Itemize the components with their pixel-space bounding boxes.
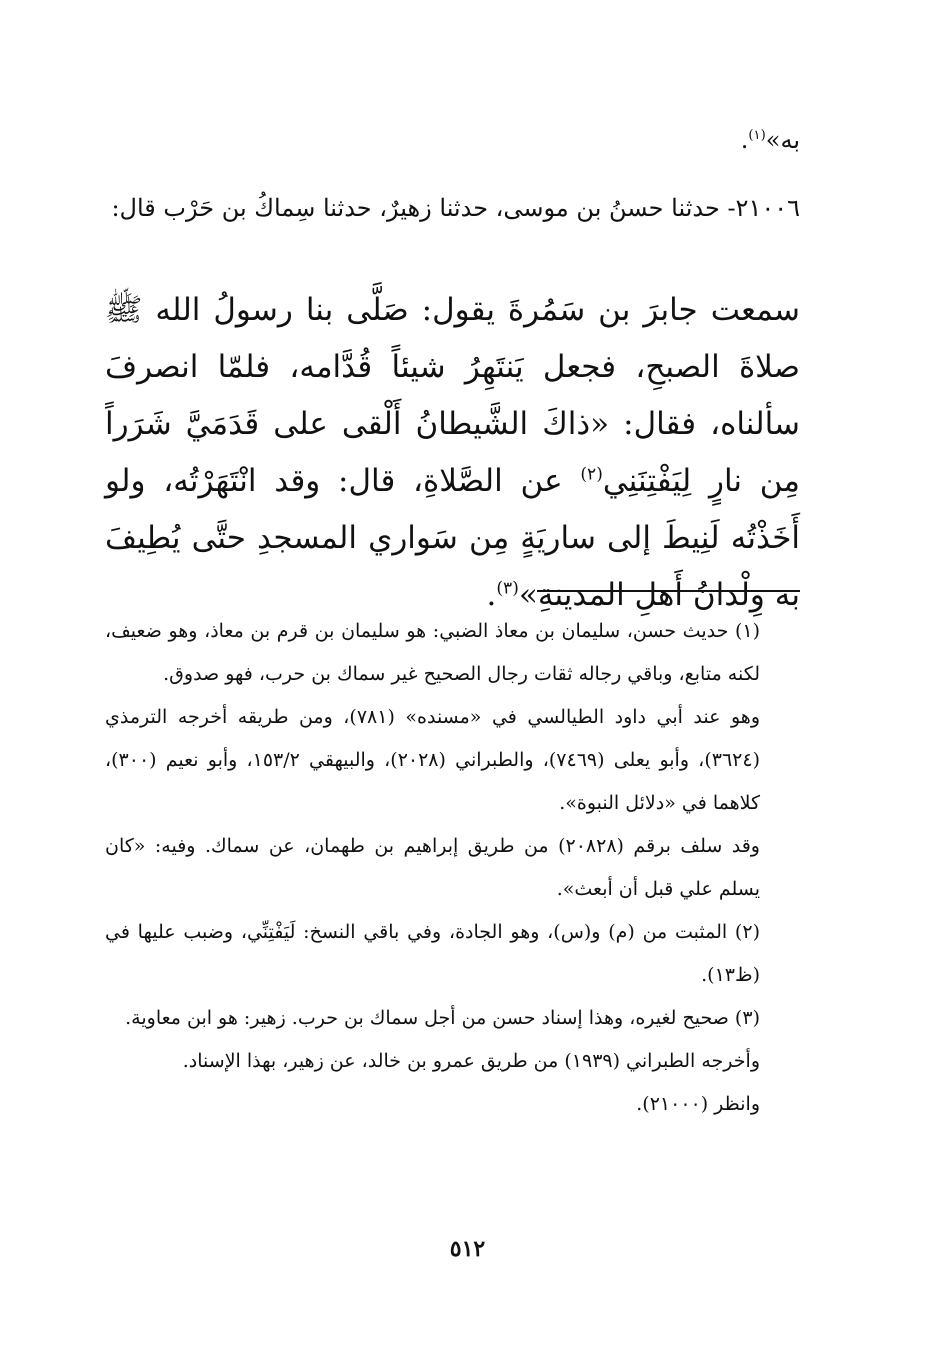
footnote-1: (١) حديث حسن، سليمان بن معاذ الضبي: هو سليمان بن قرم بن معاذ، وهو ضعيف، لكنه متابع، وباقي رجاله ثقات رجال الصحيح غير سماك بن حرب، فهو صدوق. (105, 620, 760, 685)
footnote-3: (٣) صحيح لغيره، وهذا إسناد حسن من أجل سماك بن حرب. زهير: هو ابن معاوية. (125, 1007, 760, 1029)
footnote-ref-1: (١) (748, 128, 766, 143)
footnote-3-sources: وأخرجه الطبراني (١٩٣٩) من طريق عمرو بن خالد، عن زهير، بهذا الإسناد. (182, 1050, 760, 1072)
footnote-divider (537, 590, 800, 592)
footnote-ref-2: (٢) (580, 464, 603, 485)
hadith-matn-part1: سمعت جابرَ بن سَمُرةَ يقول: صَلَّى بنا رسولُ الله ﷺ صلاةَ الصبحِ، فجعل يَنتَهِرُ شيئاً قُدَّامه، فلمّا انصرفَ سألناه، فقال: «ذاكَ الشَّيطانُ أَلْقى على قَدَمَيَّ شَرَراً مِن نارٍ لِيَفْتِنَنِي (105, 292, 801, 499)
page-number: ٥١٢ (449, 1236, 486, 1262)
hadith-matn (105, 282, 800, 624)
hadith-matn-end: . (486, 577, 497, 613)
footnote-ref-3: (٣) (496, 578, 519, 599)
footnote-2: (٢) المثبت من (م) و(س)، وهو الجادة، وفي باقي النسخ: لَيَفْتِنِّي، وضبب عليها في (ظ١٣). (105, 921, 760, 986)
continuation-text: به» (765, 126, 800, 154)
continuation-line (105, 118, 800, 162)
hadith-isnad: ٢١٠٠٦- حدثنا حسنُ بن موسى، حدثنا زهيرٌ، حدثنا سِماكُ بن حَرْب قال: (111, 194, 800, 222)
footnotes-section (105, 610, 800, 1126)
footnote-1-sources: وهو عند أبي داود الطيالسي في «مسنده» (٧٨١)، ومن طريقه أخرجه الترمذي (٣٦٢٤)، وأبو يعلى (٧٤٦٩)، والطبراني (٢٠٢٨)، والبيهقي ١٥٣/٢، وأبو نعيم (٣٠٠)، كلاهما في «دلائل النبوة». (105, 706, 760, 814)
footnote-3-see-also: وانظر (٢١٠٠٠). (636, 1093, 760, 1115)
continuation-end: . (740, 126, 749, 154)
hadith-matn-part2: عن الصَّلاةِ، قال: وقد انْتَهَرْتُه، ولو أَخَذْتُه لَنِيطَ إلى ساريَةٍ مِن سَواري المسجدِ حتَّى يُطِيفَ به وِلْدانُ أَهلِ المدينةِ» (105, 463, 800, 613)
footnote-1-previous: وقد سلف برقم (٢٠٨٢٨) من طريق إبراهيم بن طهمان، عن سماك. وفيه: «كان يسلم علي قبل أن أبعث». (105, 835, 760, 900)
